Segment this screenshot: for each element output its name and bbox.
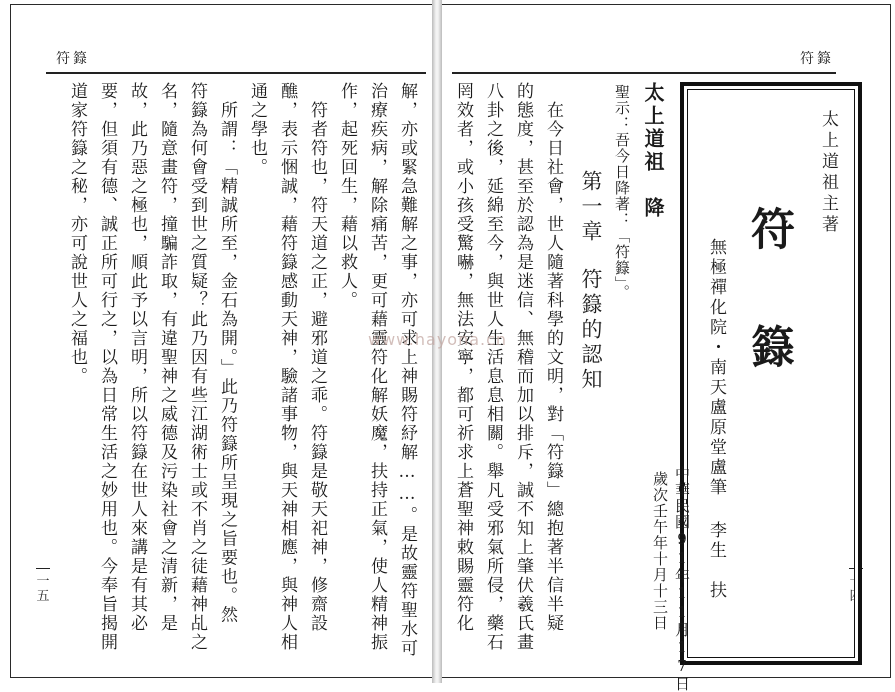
deity-line: 太上道祖 降: [641, 82, 665, 220]
right-text-column-3: 八卦之後，延綿至今，與世人生活息息相關。舉凡受邪氣所侵，藥石: [483, 82, 503, 652]
left-text-column-5: 醮，表示悃誠，藉符籙感動天神，驗諸事物，與天神相應，與神人相: [277, 82, 297, 652]
left-folio-bar: [36, 568, 50, 569]
watermark: www.hayona.cn: [368, 330, 508, 349]
left-text-column-4: 符者符也，符天道之正，避邪道之乖。符籙是敬天祀神，修齋設: [307, 82, 327, 633]
chapter-number: 第一章: [579, 170, 603, 245]
left-text-column-6: 通之學也。: [247, 82, 267, 177]
left-folio-number: 五: [36, 589, 50, 604]
frame-scribe: 無極禪化院・南天盧原堂盧筆 李生 扶: [706, 238, 726, 601]
left-text-column-7: 所謂：「精誠所至，金石為開。」此乃符籙所呈現之旨要也。然: [217, 82, 237, 625]
left-text-column-1: 解，亦或緊急難解之事，亦可求上神賜符紓解……。是故靈符聖水可: [397, 82, 417, 658]
chapter-title: 符籙的認知: [579, 268, 603, 393]
right-text-column-1: 在今日社會，世人隨著科學的文明，對「符籙」總抱著半信半疑: [543, 82, 563, 633]
left-header-rule: [46, 72, 426, 74]
right-text-column-2: 的態度，甚至於認為是迷信、無稽而加以排斥，誠不知上肇伏羲氏畫: [513, 82, 533, 652]
left-text-column-10: 故，此乃惡之極也，順此予以言明，所以符籙在世人來講是有其必: [127, 82, 147, 633]
left-text-column-8: 符籙為何會受到世之質疑？此乃因有些江湖術士或不肖之徒藉神乩之: [187, 82, 207, 652]
left-text-column-3: 作，起死回生，藉以救人。: [337, 82, 357, 310]
frame-date-gregorian: 中華民國91年11月17日: [673, 466, 691, 692]
left-text-column-12: 道家符籙之秘，亦可說世人之福也。: [67, 82, 87, 386]
left-text-column-2: 治療疾病，解除痛苦，更可藉靈符化解妖魔，扶持正氣，使人精神振: [367, 82, 387, 652]
decree-line: 聖示：吾今日降著：「符籙」。: [613, 84, 631, 301]
left-running-head: 符籙: [56, 51, 90, 67]
right-folio-dash: 一: [849, 574, 863, 589]
frame-author: 太上道祖主著: [818, 110, 838, 236]
frame-date-lunar: 歲次壬午年十月十三日: [651, 471, 669, 631]
frame-title-char-1: 符: [743, 206, 794, 250]
left-folio: [35, 574, 51, 604]
left-folio-dash: 一: [36, 574, 50, 589]
right-folio-number: 四: [849, 589, 863, 604]
left-text-column-9: 名，隨意畫符，撞騙詐取，有違聖神之威德及污染社會之清新，是: [157, 82, 177, 633]
right-header-rule: [452, 72, 836, 74]
left-text-column-11: 要，但須有德、誠正所可行之，以為日常生活之妙用也。今奉旨揭開: [97, 82, 117, 652]
right-text-column-4: 罔效者，或小孩受驚嚇，無法安寧，都可祈求上蒼聖神敕賜靈符化: [453, 82, 473, 633]
right-running-head: 符籙: [800, 51, 834, 67]
frame-title-char-2: 籙: [743, 324, 794, 368]
